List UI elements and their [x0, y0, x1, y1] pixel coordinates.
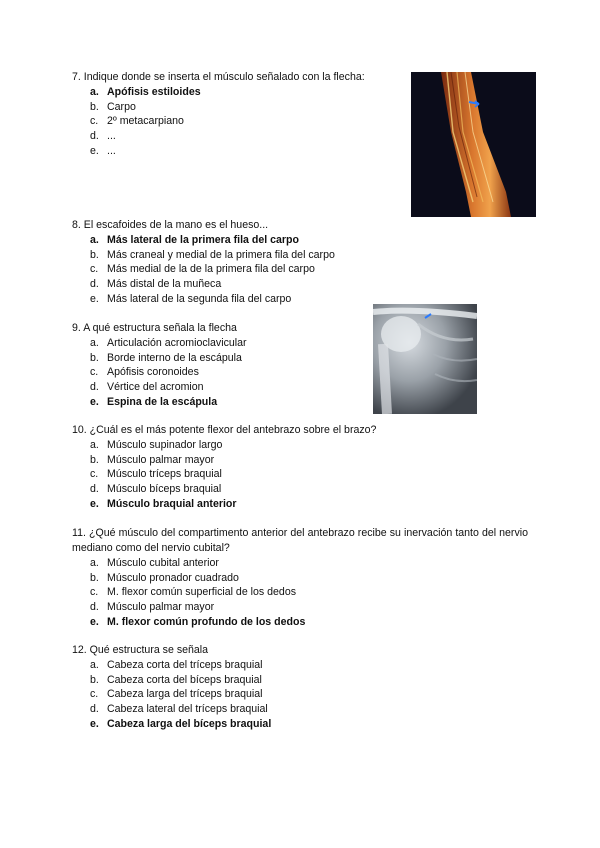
question-9: [72, 321, 372, 410]
option-list: [72, 438, 512, 512]
option-b: b. Músculo palmar mayor: [90, 453, 215, 466]
option-c: c. Apófisis coronoides: [90, 366, 199, 379]
forearm-muscle-photo: [411, 72, 536, 217]
option-d: d. Más distal de la muñeca: [90, 278, 222, 291]
option-c: c. 2º metacarpiano: [90, 115, 184, 128]
option-list: [72, 658, 512, 732]
option-d: d. Músculo bíceps braquial: [90, 483, 222, 496]
option-list: [72, 556, 528, 630]
option-c: c. Músculo tríceps braquial: [90, 468, 222, 481]
option-e: e. Músculo braquial anterior: [90, 497, 237, 510]
option-d: d. ...: [90, 130, 116, 143]
option-a: a. Músculo supinador largo: [90, 439, 223, 451]
question-8: [72, 218, 512, 307]
question-title: 11. ¿Qué músculo del compartimento anterior del antebrazo recibe su inervación tanto del nervio mediano como del nervio cubital?: [72, 527, 528, 554]
option-d: d. Cabeza lateral del tríceps braquial: [90, 703, 268, 716]
option-a: a. Más lateral de la primera fila del carpo: [90, 234, 299, 246]
option-list: [72, 85, 412, 159]
question-11: [72, 526, 528, 630]
shoulder-xray-illustration: [373, 304, 477, 414]
option-list: [72, 233, 512, 307]
question-title: 9. A qué estructura señala la flecha: [72, 322, 237, 334]
question-title: 7. Indique donde se inserta el músculo señalado con la flecha:: [72, 71, 365, 83]
question-12: [72, 643, 512, 732]
option-b: b. Más craneal y medial de la primera fila del carpo: [90, 248, 335, 261]
option-a: a. Articulación acromioclavicular: [90, 337, 247, 349]
option-e: e. Espina de la escápula: [90, 395, 218, 408]
option-d: d. Vértice del acromion: [90, 381, 204, 394]
option-c: c. Más medial de la de la primera fila del carpo: [90, 263, 315, 276]
option-d: d. Músculo palmar mayor: [90, 601, 215, 614]
question-7: [72, 70, 412, 159]
option-e: e. Cabeza larga del bíceps braquial: [90, 717, 272, 730]
question-title: 10. ¿Cuál es el más potente flexor del antebrazo sobre el brazo?: [72, 424, 377, 436]
option-a: a. Apófisis estiloides: [90, 86, 201, 98]
option-b: b. Borde interno de la escápula: [90, 351, 242, 364]
question-title: 8. El escafoides de la mano es el hueso...: [72, 219, 269, 231]
option-a: a. Cabeza corta del tríceps braquial: [90, 659, 263, 671]
question-title: 12. Qué estructura se señala: [72, 644, 209, 656]
option-a: a. Músculo cubital anterior: [90, 557, 219, 569]
option-list: [72, 336, 372, 410]
option-e: e. M. flexor común profundo de los dedos: [90, 615, 306, 628]
option-b: b. Músculo pronador cuadrado: [90, 571, 239, 584]
shoulder-xray-image: [373, 304, 477, 414]
option-b: b. Carpo: [90, 100, 136, 113]
option-c: c. M. flexor común superficial de los dedos: [90, 586, 297, 599]
option-e: e. ...: [90, 144, 116, 157]
forearm-muscle-illustration: [411, 72, 536, 217]
option-e: e. Más lateral de la segunda fila del carpo: [90, 292, 292, 305]
question-10: [72, 423, 512, 512]
option-c: c. Cabeza larga del tríceps braquial: [90, 688, 263, 701]
option-b: b. Cabeza corta del bíceps braquial: [90, 673, 262, 686]
